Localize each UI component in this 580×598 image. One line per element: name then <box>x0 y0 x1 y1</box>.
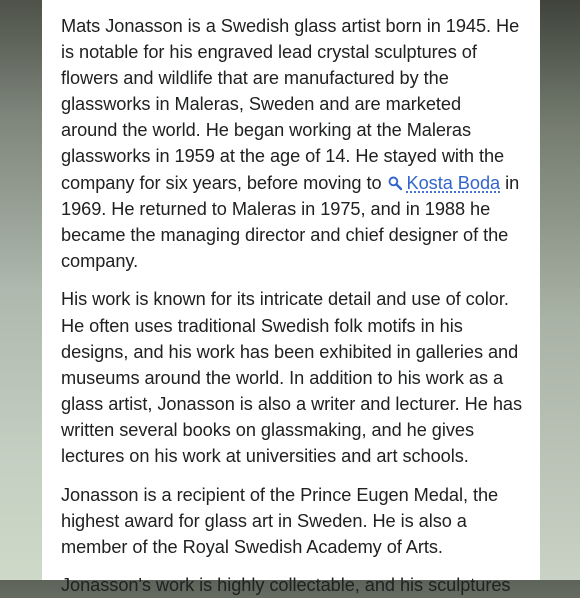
paragraph-awards: Jonasson is a recipient of the Prince Eugen Medal, the highest award for glass art in Sweden. He is also a member of the Royal Swedish Academy of Arts. <box>61 484 499 557</box>
paragraph-biography <box>61 13 522 274</box>
paragraph-text: in 1969. He returned to Maleras in 1975, and in 1988 he became the managing director and chief designer of the company. <box>61 172 520 271</box>
link-label: Kosta Boda <box>406 172 501 193</box>
paragraph-text: Mats Jonasson is a Swedish glass artist born in 1945. He is notable for his engraved lead crystal sculptures of flowers and wildlife that are manufactured by the glassworks in Maleras, Sweden and are marketed around the world. He began working at the Maleras glassworks in 1959 at the age of 14. He stayed with the company for six years, before moving to <box>61 16 520 193</box>
blurred-background-left <box>0 0 42 580</box>
kosta-boda-link[interactable] <box>387 173 501 193</box>
paragraph-collectability: Jonasson's work is highly collectable, and his sculptures <box>61 575 511 596</box>
article-card <box>42 0 540 596</box>
paragraph-work: His work is known for its intricate detail and use of color. He often uses traditional Swedish folk motifs in his designs, and his work has been exhibited in galleries and museums around the world. In addition to his work as a glass artist, Jonasson is also a writer and lecturer. He has written several books on glassmaking, and he gives lectures on his work at universities and art schools. <box>61 289 522 466</box>
blurred-background-right <box>540 0 580 580</box>
search-icon <box>388 176 402 190</box>
